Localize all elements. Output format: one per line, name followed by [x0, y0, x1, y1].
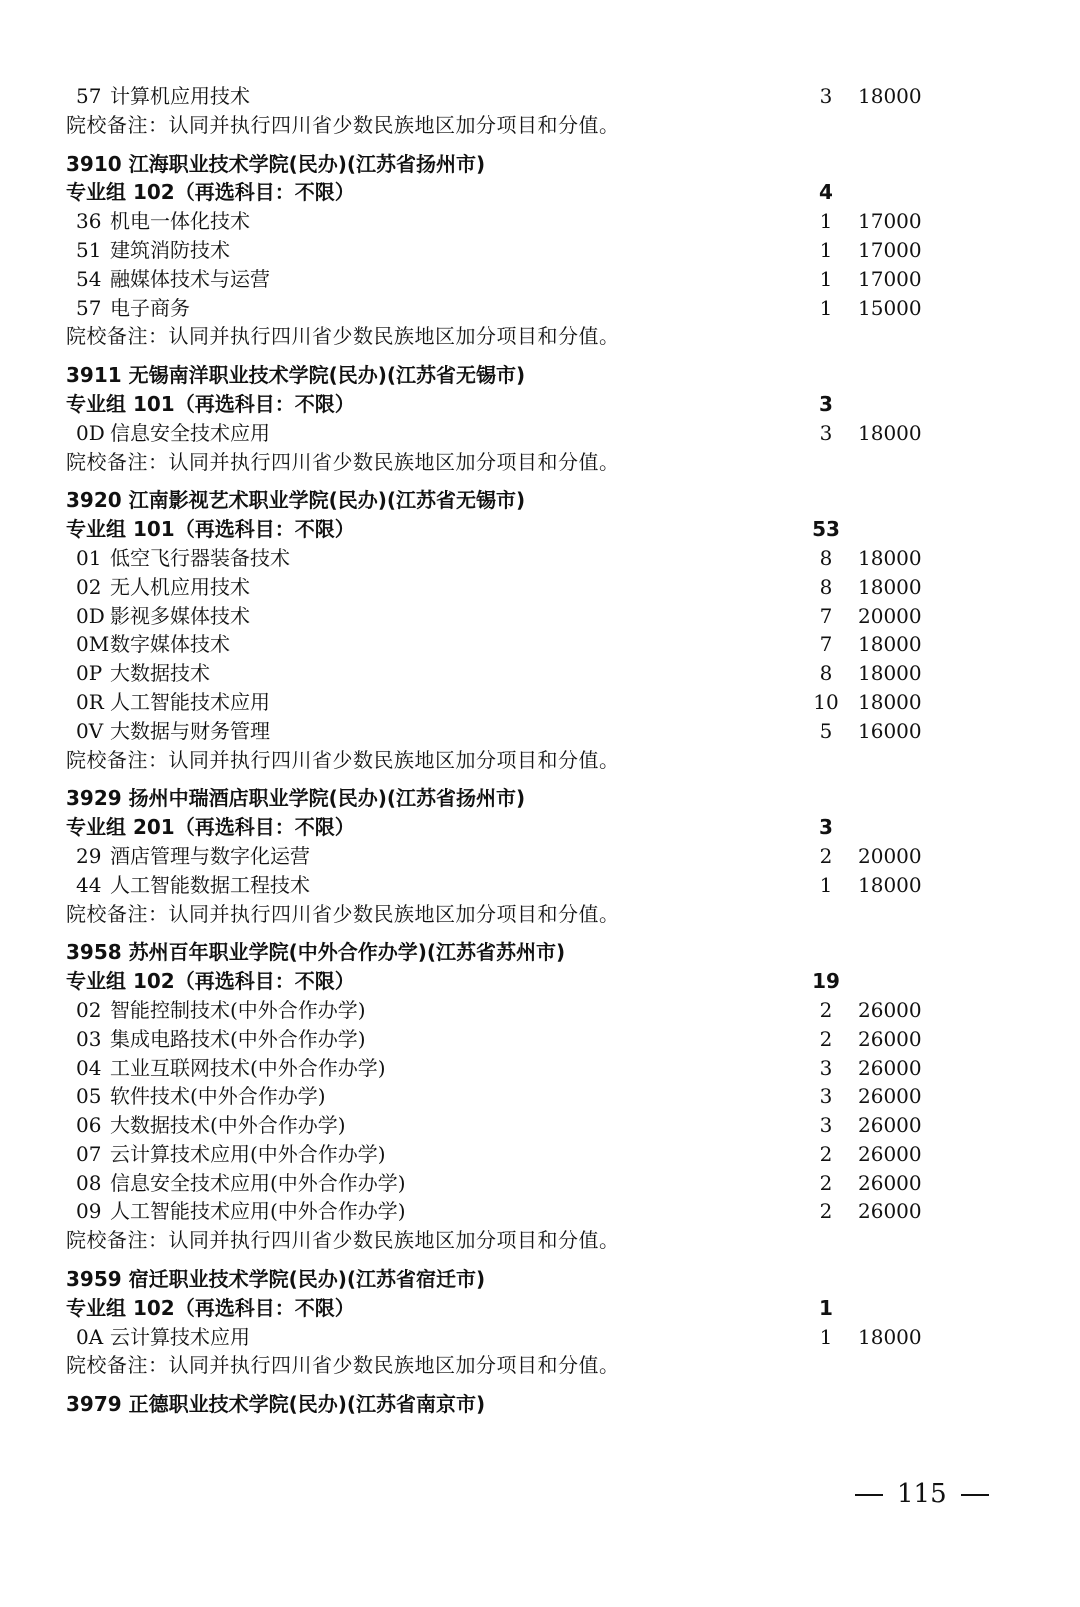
document-body — [66, 82, 946, 1419]
major-row — [66, 659, 946, 688]
major-row — [66, 1140, 946, 1169]
major-group-count: 19 — [812, 969, 840, 994]
school-header: 3910 江海职业技术学院(民办)(江苏省扬州市) — [66, 151, 486, 176]
footer-dash-right — [961, 1494, 989, 1496]
major-count: 2 — [819, 997, 833, 1022]
major-group-count: 3 — [819, 815, 833, 840]
major-row — [66, 1169, 946, 1198]
school-block — [66, 486, 946, 774]
major-fee: 26000 — [858, 1141, 922, 1166]
major-fee: 17000 — [858, 209, 922, 234]
major-group-label: 专业组 101（再选科目：不限） — [66, 391, 355, 416]
major-count: 1 — [819, 209, 833, 234]
major-group-label: 专业组 102（再选科目：不限） — [66, 1295, 355, 1320]
major-count: 3 — [819, 1084, 833, 1109]
major-code: 07 — [76, 1141, 102, 1166]
major-row — [66, 842, 946, 871]
school-header: 3959 宿迁职业技术学院(民办)(江苏省宿迁市) — [66, 1267, 486, 1292]
major-group-row — [66, 1294, 946, 1323]
major-code: 06 — [76, 1113, 102, 1138]
major-code: 09 — [76, 1199, 102, 1224]
major-name: 工业互联网技术(中外合作办学) — [110, 1055, 386, 1080]
major-count: 10 — [813, 689, 839, 714]
major-row — [66, 1082, 946, 1111]
major-fee: 17000 — [858, 237, 922, 262]
major-name: 云计算技术应用(中外合作办学) — [110, 1141, 386, 1166]
major-code: 29 — [76, 843, 102, 868]
school-note: 院校备注：认同并执行四川省少数民族地区加分项目和分值。 — [66, 1228, 620, 1253]
major-code: 0D — [76, 603, 105, 628]
major-row — [66, 419, 946, 448]
major-row — [66, 1111, 946, 1140]
major-name: 人工智能数据工程技术 — [110, 872, 310, 897]
school-block — [66, 938, 946, 1255]
major-code: 03 — [76, 1026, 102, 1051]
school-header: 3911 无锡南洋职业技术学院(民办)(江苏省无锡市) — [66, 363, 526, 388]
major-fee: 18000 — [858, 661, 922, 686]
major-group-count: 53 — [812, 517, 840, 542]
major-group-row — [66, 515, 946, 544]
major-fee: 18000 — [858, 84, 922, 108]
school-note: 院校备注：认同并执行四川省少数民族地区加分项目和分值。 — [66, 449, 620, 474]
major-fee: 18000 — [858, 545, 922, 570]
major-count: 1 — [819, 237, 833, 262]
major-code: 36 — [76, 209, 102, 234]
major-code: 04 — [76, 1055, 102, 1080]
major-fee: 17000 — [858, 266, 922, 291]
major-row — [66, 717, 946, 746]
major-name: 电子商务 — [110, 295, 190, 320]
major-name: 信息安全技术应用 — [110, 420, 270, 445]
major-count: 7 — [819, 603, 833, 628]
major-fee: 18000 — [858, 1324, 922, 1349]
major-code: 57 — [76, 84, 102, 108]
major-count: 3 — [819, 1113, 833, 1138]
major-code: 02 — [76, 997, 102, 1022]
major-name: 大数据技术 — [110, 661, 210, 686]
major-row — [66, 996, 946, 1025]
major-name: 人工智能技术应用 — [110, 689, 270, 714]
major-code: 0P — [76, 661, 103, 686]
major-group-row — [66, 813, 946, 842]
major-name: 无人机应用技术 — [110, 574, 250, 599]
major-row — [66, 602, 946, 631]
intro-major-row — [66, 82, 946, 111]
major-name: 融媒体技术与运营 — [110, 266, 270, 291]
footer-dash-left — [855, 1494, 883, 1496]
school-note: 院校备注：认同并执行四川省少数民族地区加分项目和分值。 — [66, 901, 620, 926]
major-code: 0R — [76, 689, 104, 714]
major-fee: 26000 — [858, 1084, 922, 1109]
major-name: 计算机应用技术 — [110, 84, 250, 108]
major-fee: 18000 — [858, 689, 922, 714]
major-group-label: 专业组 201（再选科目：不限） — [66, 815, 355, 840]
major-code: 02 — [76, 574, 102, 599]
major-name: 人工智能技术应用(中外合作办学) — [110, 1199, 406, 1224]
major-group-row — [66, 967, 946, 996]
school-header: 3979 正德职业技术学院(民办)(江苏省南京市) — [66, 1392, 486, 1417]
major-row — [66, 294, 946, 323]
major-count: 8 — [819, 545, 833, 570]
major-group-label: 专业组 102（再选科目：不限） — [66, 180, 355, 205]
major-code: 51 — [76, 237, 102, 262]
major-row — [66, 688, 946, 717]
school-note: 院校备注：认同并执行四川省少数民族地区加分项目和分值。 — [66, 324, 620, 349]
major-name: 集成电路技术(中外合作办学) — [110, 1026, 366, 1051]
major-fee: 18000 — [858, 420, 922, 445]
major-row — [66, 1323, 946, 1352]
major-code: 0A — [76, 1324, 104, 1349]
school-block — [66, 150, 946, 352]
major-row — [66, 207, 946, 236]
major-name: 大数据技术(中外合作办学) — [110, 1113, 346, 1138]
major-fee: 26000 — [858, 1055, 922, 1080]
school-note: 院校备注：认同并执行四川省少数民族地区加分项目和分值。 — [66, 1353, 620, 1378]
intro-note: 院校备注：认同并执行四川省少数民族地区加分项目和分值。 — [66, 112, 620, 137]
major-code: 01 — [76, 545, 102, 570]
major-count: 7 — [819, 632, 833, 657]
page-number: 115 — [897, 1479, 947, 1509]
major-name: 影视多媒体技术 — [110, 603, 250, 628]
major-name: 建筑消防技术 — [110, 237, 230, 262]
major-fee: 26000 — [858, 1113, 922, 1138]
major-code: 08 — [76, 1170, 102, 1195]
major-name: 云计算技术应用 — [110, 1324, 250, 1349]
major-count: 3 — [819, 84, 833, 108]
major-group-count: 1 — [819, 1295, 833, 1320]
major-group-label: 专业组 101（再选科目：不限） — [66, 517, 355, 542]
major-group-count: 3 — [819, 391, 833, 416]
major-count: 1 — [819, 295, 833, 320]
major-row — [66, 544, 946, 573]
major-count: 8 — [819, 574, 833, 599]
major-count: 8 — [819, 661, 833, 686]
major-count: 5 — [819, 718, 833, 743]
school-header: 3920 江南影视艺术职业学院(民办)(江苏省无锡市) — [66, 488, 526, 513]
major-group-count: 4 — [819, 180, 833, 205]
major-name: 信息安全技术应用(中外合作办学) — [110, 1170, 406, 1195]
major-code: 05 — [76, 1084, 102, 1109]
school-header: 3929 扬州中瑞酒店职业学院(民办)(江苏省扬州市) — [66, 786, 526, 811]
major-count: 3 — [819, 420, 833, 445]
page-footer — [855, 1476, 995, 1512]
major-group-label: 专业组 102（再选科目：不限） — [66, 969, 355, 994]
major-name: 酒店管理与数字化运营 — [110, 843, 310, 868]
major-fee: 26000 — [858, 997, 922, 1022]
major-fee: 18000 — [858, 632, 922, 657]
major-name: 机电一体化技术 — [110, 209, 250, 234]
major-count: 2 — [819, 1026, 833, 1051]
major-row — [66, 1025, 946, 1054]
major-name: 低空飞行器装备技术 — [110, 545, 290, 570]
major-count: 1 — [819, 266, 833, 291]
school-list — [66, 150, 946, 1419]
major-count: 1 — [819, 1324, 833, 1349]
school-block — [66, 361, 946, 476]
major-count: 3 — [819, 1055, 833, 1080]
major-code: 0D — [76, 420, 105, 445]
major-code: 54 — [76, 266, 102, 291]
major-row — [66, 573, 946, 602]
major-row — [66, 871, 946, 900]
major-row — [66, 236, 946, 265]
major-row — [66, 630, 946, 659]
major-code: 57 — [76, 295, 102, 320]
school-block — [66, 1265, 946, 1380]
major-name: 数字媒体技术 — [110, 632, 230, 657]
major-row — [66, 265, 946, 294]
major-fee: 26000 — [858, 1199, 922, 1224]
major-group-row — [66, 390, 946, 419]
major-count: 1 — [819, 872, 833, 897]
major-name: 软件技术(中外合作办学) — [110, 1084, 326, 1109]
major-code: 0M — [76, 632, 110, 657]
major-count: 2 — [819, 843, 833, 868]
major-group-row — [66, 178, 946, 207]
school-header: 3958 苏州百年职业学院(中外合作办学)(江苏省苏州市) — [66, 940, 566, 965]
major-fee: 15000 — [858, 295, 922, 320]
major-fee: 18000 — [858, 872, 922, 897]
school-block — [66, 1390, 946, 1419]
major-fee: 20000 — [858, 843, 922, 868]
major-count: 2 — [819, 1199, 833, 1224]
major-fee: 16000 — [858, 718, 922, 743]
major-code: 44 — [76, 872, 102, 897]
major-fee: 26000 — [858, 1026, 922, 1051]
school-block — [66, 784, 946, 928]
major-fee: 18000 — [858, 574, 922, 599]
major-row — [66, 1197, 946, 1226]
major-code: 0V — [76, 718, 104, 743]
major-fee: 20000 — [858, 603, 922, 628]
major-name: 大数据与财务管理 — [110, 718, 270, 743]
major-count: 2 — [819, 1141, 833, 1166]
major-fee: 26000 — [858, 1170, 922, 1195]
major-name: 智能控制技术(中外合作办学) — [110, 997, 366, 1022]
school-note: 院校备注：认同并执行四川省少数民族地区加分项目和分值。 — [66, 747, 620, 772]
major-row — [66, 1054, 946, 1083]
major-count: 2 — [819, 1170, 833, 1195]
